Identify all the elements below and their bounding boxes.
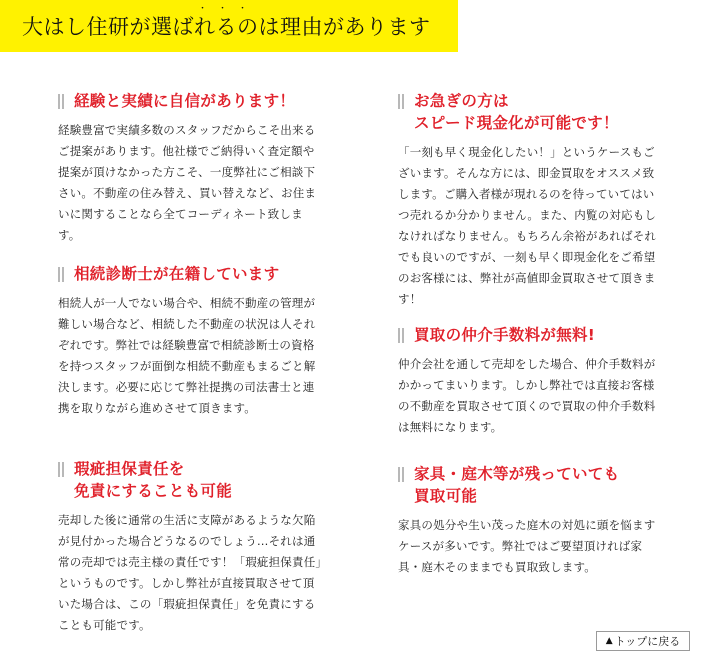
section-heading-line1: お急ぎの方は — [414, 92, 509, 110]
section-heading — [58, 90, 323, 112]
reason-section-quick-cash — [398, 90, 663, 310]
section-heading-line2: スピード現金化が可能です！ — [414, 114, 619, 132]
section-body: 経験豊富で実績多数のスタッフだからこそ出来るご提案があります。他社様でご納得いく査定額や提案が頂けなかった方こそ、一度弊社にご相談下さい。不動産の住み替え、買い替えなど、お住まいに関することなら全てコーディネート致します。 — [58, 123, 317, 242]
emphasis-dots: ・・・ — [198, 4, 259, 14]
back-to-top-label: トップに戻る — [614, 635, 681, 648]
section-heading-line1: 家具・庭木等が残っていても — [414, 465, 620, 483]
reason-section-no-fee — [398, 324, 663, 438]
heading-bar-icon — [58, 267, 64, 282]
section-heading-text: 相続診断士が在籍しています — [74, 265, 280, 283]
heading-bar-icon — [58, 94, 64, 109]
heading-bar-icon — [58, 462, 64, 477]
banner-title-text: 大はし住研が選ばれるのは理由があります — [22, 15, 431, 39]
section-heading-text: 経験と実績に自信があります！ — [74, 92, 296, 110]
section-heading-line2: 免責にすることも可能 — [74, 482, 233, 500]
heading-bar-icon — [398, 467, 404, 482]
section-heading — [398, 463, 663, 507]
banner-title — [22, 4, 431, 41]
reason-section-experience — [58, 90, 323, 246]
section-heading-text: 買取の仲介手数料が無料! — [414, 326, 596, 344]
title-banner — [0, 0, 458, 52]
section-heading — [58, 458, 323, 502]
up-triangle-icon: ▲ — [605, 636, 613, 646]
back-to-top-button[interactable] — [596, 631, 690, 651]
section-body: 家具の処分や生い茂った庭木の対処に頭を悩ますケースが多いです。弊社ではご要望頂ければ家具・庭木そのままでも買取致します。 — [398, 518, 656, 574]
section-body: 仲介会社を通して売却をした場合、仲介手数料がかかってまいります。しかし弊社では直接お客様の不動産を買取させて頂くので買取の仲介手数料は無料になります。 — [398, 357, 656, 434]
heading-bar-icon — [398, 94, 404, 109]
section-heading — [398, 324, 663, 346]
reason-section-furniture — [398, 463, 663, 578]
section-heading-line2: 買取可能 — [414, 487, 478, 505]
section-heading — [58, 263, 323, 285]
section-heading — [398, 90, 663, 134]
section-heading-line1: 瑕疵担保責任を — [74, 460, 185, 478]
heading-bar-icon — [398, 328, 404, 343]
section-body: 相続人が一人でない場合や、相続不動産の管理が難しい場合など、相続した不動産の状況は人それぞれです。弊社では経験豊富で相続診断士の資格を持つスタッフが面倒な相続不動産もまるごと解決します。必要に応じて弊社提携の司法書士と連携を取りながら進めさせて頂きます。 — [58, 296, 316, 415]
section-body: 売却した後に通常の生活に支障があるような欠陥が見付かった場合どうなるのでしょう…それは通常の売却では売主様の責任です！「瑕疵担保責任」というものです。しかし弊社が直接買取させて頂いた場合は、この「瑕疵担保責任」を免責にすることも可能です。 — [58, 513, 322, 632]
reason-section-inheritance — [58, 263, 323, 419]
section-body: 「一刻も早く現金化したい！」というケースもございます。そんな方には、即金買取をオススメ致します。ご購入者様が現れるのを待っていてはいつ売れるか分かりません。また、内覧の対応もしなければなりません。もちろん余裕があればそれでも良いのですが、一刻も早く即現金化をご希望のお客様には、弊社が高値即金買取させて頂きます！ — [398, 145, 657, 306]
reason-section-defect-liability — [58, 458, 323, 636]
